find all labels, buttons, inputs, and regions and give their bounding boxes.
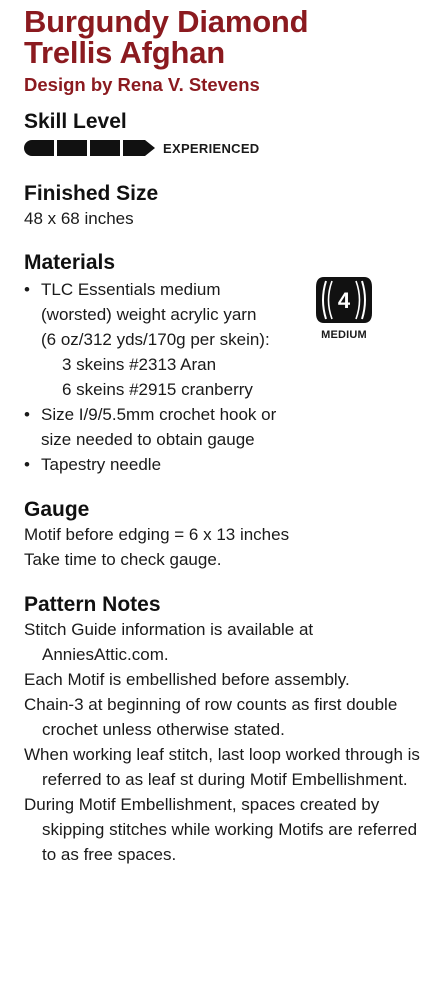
finished-size-heading: Finished Size <box>24 182 159 205</box>
skill-level-heading: Skill Level <box>24 110 127 133</box>
pattern-notes-section <box>24 593 424 867</box>
skill-level-section <box>24 110 424 158</box>
bullet-icon: • <box>24 405 30 424</box>
list-item <box>24 402 424 452</box>
skill-segment <box>123 140 145 156</box>
materials-heading: Materials <box>24 251 116 274</box>
material-line: Tapestry needle <box>41 455 162 474</box>
material-sub-item: 3 skeins #2313 Aran <box>62 355 217 374</box>
bullet-icon: • <box>24 455 30 474</box>
skill-level-indicator <box>24 138 424 158</box>
list-item: Each Motif is embellished before assembly. <box>24 670 350 689</box>
material-line: size needed to obtain gauge <box>41 430 255 449</box>
materials-section <box>24 251 424 477</box>
bullet-icon: • <box>24 280 30 299</box>
list-item <box>24 452 424 477</box>
gauge-line: Motif before edging = 6 x 13 inches <box>24 525 290 544</box>
list-item: When working leaf stitch, last loop worked through is referred to as leaf st during Motif Embellishment. <box>24 745 420 789</box>
yarn-weight-label: MEDIUM <box>321 329 367 341</box>
skill-segment <box>57 140 87 156</box>
page-title <box>24 6 424 68</box>
title-line-1: Burgundy Diamond <box>24 4 309 39</box>
gauge-line: Take time to check gauge. <box>24 550 222 569</box>
skill-segment <box>90 140 120 156</box>
finished-size-section <box>24 182 424 231</box>
gauge-heading: Gauge <box>24 498 90 521</box>
material-line: TLC Essentials medium <box>41 280 221 299</box>
list-item: During Motif Embellishment, spaces created by skipping stitches while working Motifs are referred to as free spaces. <box>24 795 418 864</box>
pattern-notes-list <box>24 617 424 867</box>
pattern-notes-heading: Pattern Notes <box>24 593 161 616</box>
materials-list <box>24 277 424 477</box>
skill-level-label: EXPERIENCED <box>163 140 260 156</box>
material-line: (worsted) weight acrylic yarn <box>41 305 257 324</box>
list-item <box>24 277 424 352</box>
skill-level-bar-icon <box>24 140 155 156</box>
finished-size-text: 48 x 68 inches <box>24 209 134 228</box>
title-line-2: Trellis Afghan <box>24 35 226 70</box>
yarn-weight-number: 4 <box>337 288 351 313</box>
material-sub-item: 6 skeins #2915 cranberry <box>62 380 253 399</box>
list-item: Stitch Guide information is available at AnniesAttic.com. <box>24 620 314 664</box>
skill-segment <box>24 140 54 156</box>
pattern-page <box>24 6 424 867</box>
gauge-section <box>24 498 424 572</box>
material-line: (6 oz/312 yds/170g per skein): <box>41 330 270 349</box>
material-line: Size I/9/5.5mm crochet hook or <box>41 405 277 424</box>
skill-arrow-icon <box>145 140 155 156</box>
designer-credit: Design by Rena V. Stevens <box>24 74 260 95</box>
list-item: Chain-3 at beginning of row counts as first double crochet unless otherwise stated. <box>24 695 398 739</box>
